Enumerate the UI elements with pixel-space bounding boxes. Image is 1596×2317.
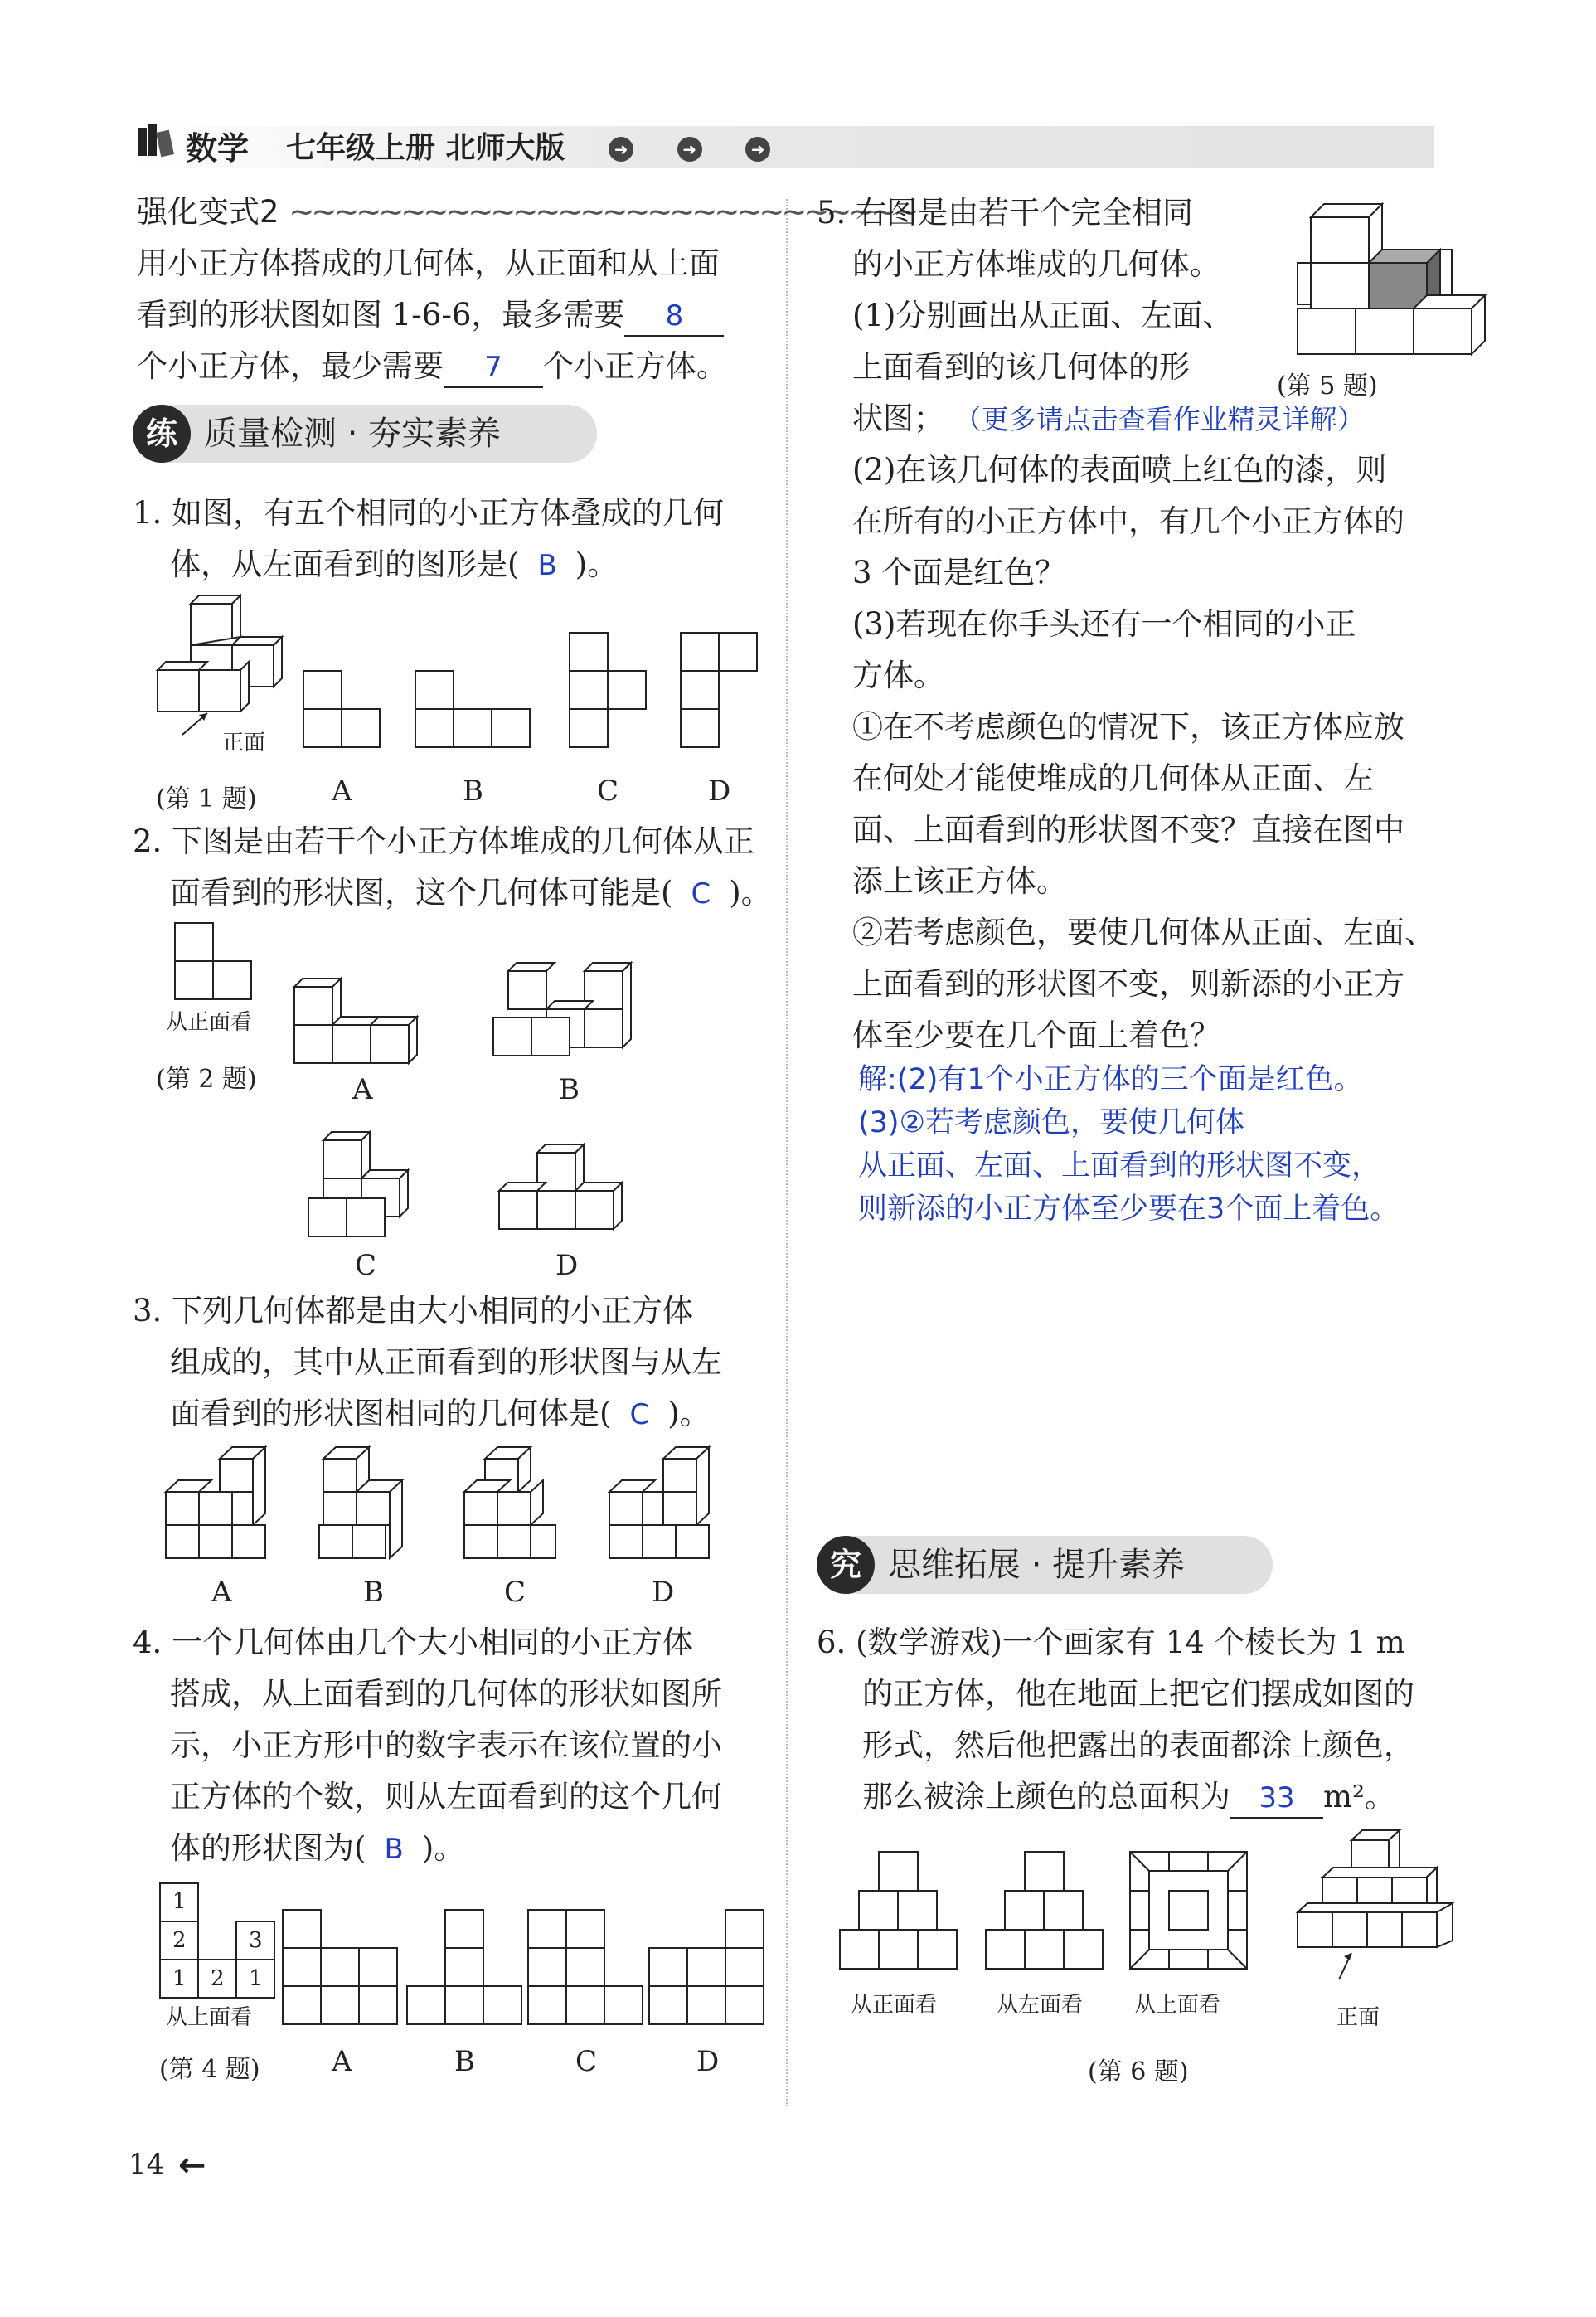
page-number: 14: [129, 2148, 165, 2181]
q5-line-9: (3)若现在你手头还有一个相同的小正: [852, 606, 1356, 642]
q1-option-A: [303, 670, 381, 749]
q3-line-1: 3. 下列几何体都是由大小相同的小正方体: [133, 1293, 694, 1329]
answer-max: 8: [665, 299, 684, 333]
arrow-right-icon: ➜: [745, 137, 770, 162]
q3-answer: C: [629, 1398, 650, 1431]
q6-answer: 33: [1259, 1781, 1295, 1814]
q2-line-2-end: )。: [729, 875, 772, 911]
q4-option-C: [527, 1909, 645, 2027]
q6-line-4-text: 那么被涂上颜色的总面积为: [862, 1779, 1230, 1814]
q6-line-4-end: m²。: [1323, 1779, 1395, 1814]
q5-caption: (第 5 题): [1277, 372, 1378, 401]
q3-option-D: [609, 1447, 725, 1559]
column-divider: [786, 199, 788, 2106]
answer-blank-min: [444, 350, 543, 388]
arrow-right-icon: ➜: [677, 137, 702, 162]
q6-caption: (第 6 题): [1088, 2057, 1189, 2086]
q1-line-2-text: 体，从左面看到的图形是(: [170, 546, 520, 582]
q4-line-5: [170, 1823, 464, 1875]
variant-line-3-end: 个小正方体。: [543, 348, 727, 384]
q4-line-5-end: )。: [421, 1830, 465, 1866]
q1-line-1: 1. 如图，有五个相同的小正方体叠成的几何: [133, 495, 725, 531]
q5-line-8: 3 个面是红色？: [852, 555, 1066, 590]
header-subject: 数学: [186, 130, 250, 167]
q4-label-A: A: [332, 2045, 352, 2078]
q6-left-view: [985, 1851, 1105, 1971]
variant-line-3-text: 个小正方体，最少需要: [137, 348, 444, 384]
q3-option-A: [166, 1447, 282, 1559]
q2-label-C: C: [355, 1249, 377, 1282]
q2-answer: C: [691, 877, 711, 911]
q1-front-label: 正面: [222, 731, 266, 755]
q5-solution-4: 则新添的小正方体至少要在3个面上着色。: [858, 1193, 1400, 1226]
q4-label-B: B: [454, 2045, 475, 2078]
q4-num: 3: [249, 1928, 263, 1953]
q6-front-label: 正面: [1336, 2005, 1380, 2030]
q6-line-2: 的正方体，他在地面上把它们摆成如图的: [862, 1676, 1414, 1712]
q2-line-1: 2. 下图是由若干个小正方体堆成的几何体从正: [133, 823, 755, 859]
back-arrow-icon[interactable]: ←: [178, 2146, 206, 2184]
q2-option-D: [499, 1144, 632, 1244]
q5-line-1: 5. 右图是由若干个完全相同: [817, 195, 1194, 231]
q4-num: 1: [172, 1966, 187, 1991]
header-book-text: 七年级上册 北师大版: [286, 131, 565, 165]
q1-answer: B: [537, 549, 557, 582]
section-badge: 练: [133, 405, 191, 463]
q6-line-3: 形式，然后他把露出的表面都涂上颜色，: [862, 1727, 1414, 1763]
variant-title: [137, 187, 915, 238]
q1-line-2-end: )。: [575, 546, 619, 582]
q5-line-14: 添上该正方体。: [852, 863, 1067, 899]
q6-top-view: [1129, 1851, 1249, 1971]
q1-label-D: D: [708, 775, 731, 808]
q3-line-3: [170, 1388, 711, 1440]
q4-num: 2: [211, 1966, 225, 1991]
section-title: 思维拓展 · 提升素养: [888, 1546, 1186, 1584]
q1-option-B: [415, 670, 532, 749]
q1-label-C: C: [597, 775, 619, 808]
q5-line-17: 体至少要在几个面上着色？: [852, 1018, 1220, 1053]
q4-option-B: [406, 1909, 524, 2027]
variant-line-3: [137, 341, 727, 392]
answer-min: 7: [484, 351, 502, 384]
q4-label-D: D: [696, 2045, 720, 2078]
q5-line-15: ②若考虑颜色，要使几何体从正面、左面、: [852, 915, 1435, 950]
q4-line-3: 示，小正方形中的数字表示在该位置的小: [170, 1727, 722, 1763]
q2-view-label: 从正面看: [166, 1010, 253, 1035]
q2-label-B: B: [559, 1073, 580, 1106]
q3-option-C: [464, 1447, 564, 1559]
q4-line-4: 正方体的个数，则从左面看到的这个几何: [170, 1779, 722, 1814]
section-header-practice: [133, 405, 597, 463]
q6-left-view-label: 从左面看: [997, 1993, 1084, 2018]
section-badge: 究: [817, 1536, 875, 1594]
q1-label-B: B: [463, 775, 483, 808]
q2-line-2-text: 面看到的形状图，这个几何体可能是(: [170, 875, 673, 911]
q5-line-10: 方体。: [852, 658, 944, 693]
q2-line-2: [170, 867, 772, 920]
q5-solution-1: 解:(2)有1个小正方体的三个面是红色。: [858, 1063, 1363, 1096]
q4-num: 2: [172, 1928, 187, 1953]
q6-front-view: [839, 1851, 959, 1971]
answer-blank-max: [624, 299, 724, 337]
q5-line-5-text: 状图；: [852, 401, 944, 436]
q6-line-4: [862, 1771, 1395, 1823]
q3-label-B: B: [363, 1576, 384, 1609]
q1-line-2: [170, 539, 618, 591]
q4-line-1: 4. 一个几何体由几个大小相同的小正方体: [133, 1625, 694, 1660]
q4-option-D: [648, 1909, 766, 2027]
q5-line-13: 面、上面看到的形状图不变？直接在图中: [852, 812, 1404, 848]
q2-option-A: [294, 970, 431, 1066]
variant-line-2-text: 看到的形状图如图 1-6-6，最多需要: [137, 297, 625, 333]
q4-view-label: 从上面看: [166, 2005, 253, 2030]
q1-option-C: [569, 632, 648, 750]
q5-solution-2: (3)②若考虑颜色，要使几何体: [858, 1106, 1244, 1139]
q1-caption: (第 1 题): [156, 784, 257, 814]
variant-line-1: 用小正方体搭成的几何体，从正面和从上面: [137, 245, 720, 281]
q5-line-12: 在何处才能使堆成的几何体从正面、左: [852, 760, 1374, 796]
q5-line-16: 上面看到的形状图不变，则新添的小正方: [852, 966, 1404, 1002]
header-book-icon: [137, 123, 177, 159]
q5-figure: [1288, 192, 1478, 358]
q2-label-D: D: [555, 1249, 579, 1282]
q5-line-4: 上面看到的该几何体的形: [852, 349, 1190, 385]
variant-title-text: 强化变式2: [137, 194, 279, 230]
wavy-line: ~~~~~~~~~~~~~~~~~~~~~~~~~~~~: [289, 194, 916, 230]
q4-num: 1: [172, 1889, 187, 1914]
section-header-extension: [817, 1536, 1273, 1594]
q2-front-view: [174, 922, 253, 1001]
q5-more-link[interactable]: （更多请点击查看作业精灵详解）: [953, 403, 1365, 435]
q6-line-1: 6. (数学游戏)一个画家有 14 个棱长为 1 m: [817, 1625, 1405, 1660]
section-title: 质量检测 · 夯实素养: [204, 415, 502, 453]
header-book: [286, 124, 770, 167]
q3-label-C: C: [504, 1576, 526, 1609]
q5-line-7: 在所有的小正方体中，有几个小正方体的: [852, 503, 1404, 539]
q4-option-A: [282, 1909, 400, 2027]
variant-line-2: [137, 289, 724, 341]
q3-line-2: 组成的，其中从正面看到的形状图与从左: [170, 1344, 722, 1380]
q5-line-2: 的小正方体堆成的几何体。: [852, 246, 1220, 282]
q6-top-view-label: 从上面看: [1134, 1993, 1221, 2018]
q4-caption: (第 4 题): [159, 2055, 260, 2084]
q3-label-A: A: [211, 1576, 232, 1609]
q6-answer-blank: [1230, 1780, 1323, 1819]
q3-line-3-end: )。: [667, 1396, 711, 1431]
q3-line-3-text: 面看到的形状图相同的几何体是(: [170, 1396, 612, 1431]
q4-label-C: C: [575, 2045, 598, 2078]
arrow-right-icon: ➜: [609, 137, 633, 162]
q5-line-11: ①在不考虑颜色的情况下，该正方体应放: [852, 709, 1404, 745]
q4-num: 1: [249, 1966, 263, 1991]
q4-top-view: [159, 1882, 275, 2003]
q3-option-B: [319, 1447, 419, 1559]
q5-line-3: (1)分别画出从正面、左面、: [852, 298, 1234, 333]
q1-option-D: [680, 632, 759, 750]
q2-caption: (第 2 题): [156, 1065, 257, 1094]
q4-answer: B: [384, 1833, 404, 1866]
q2-option-B: [493, 958, 643, 1066]
q5-solution-3: 从正面、左面、上面看到的形状图不变，: [858, 1149, 1381, 1183]
q5-line-6: (2)在该几何体的表面喷上红色的漆，则: [852, 452, 1387, 488]
q4-line-2: 搭成，从上面看到的几何体的形状如图所: [170, 1676, 722, 1712]
q6-front-view-label: 从正面看: [851, 1993, 938, 2018]
q2-label-A: A: [352, 1073, 373, 1106]
q1-label-A: A: [332, 775, 352, 808]
q3-label-D: D: [652, 1576, 675, 1609]
q2-option-C: [308, 1132, 416, 1240]
q6-solid-figure: [1293, 1829, 1467, 1982]
q4-line-5-text: 体的形状图为(: [170, 1830, 366, 1866]
